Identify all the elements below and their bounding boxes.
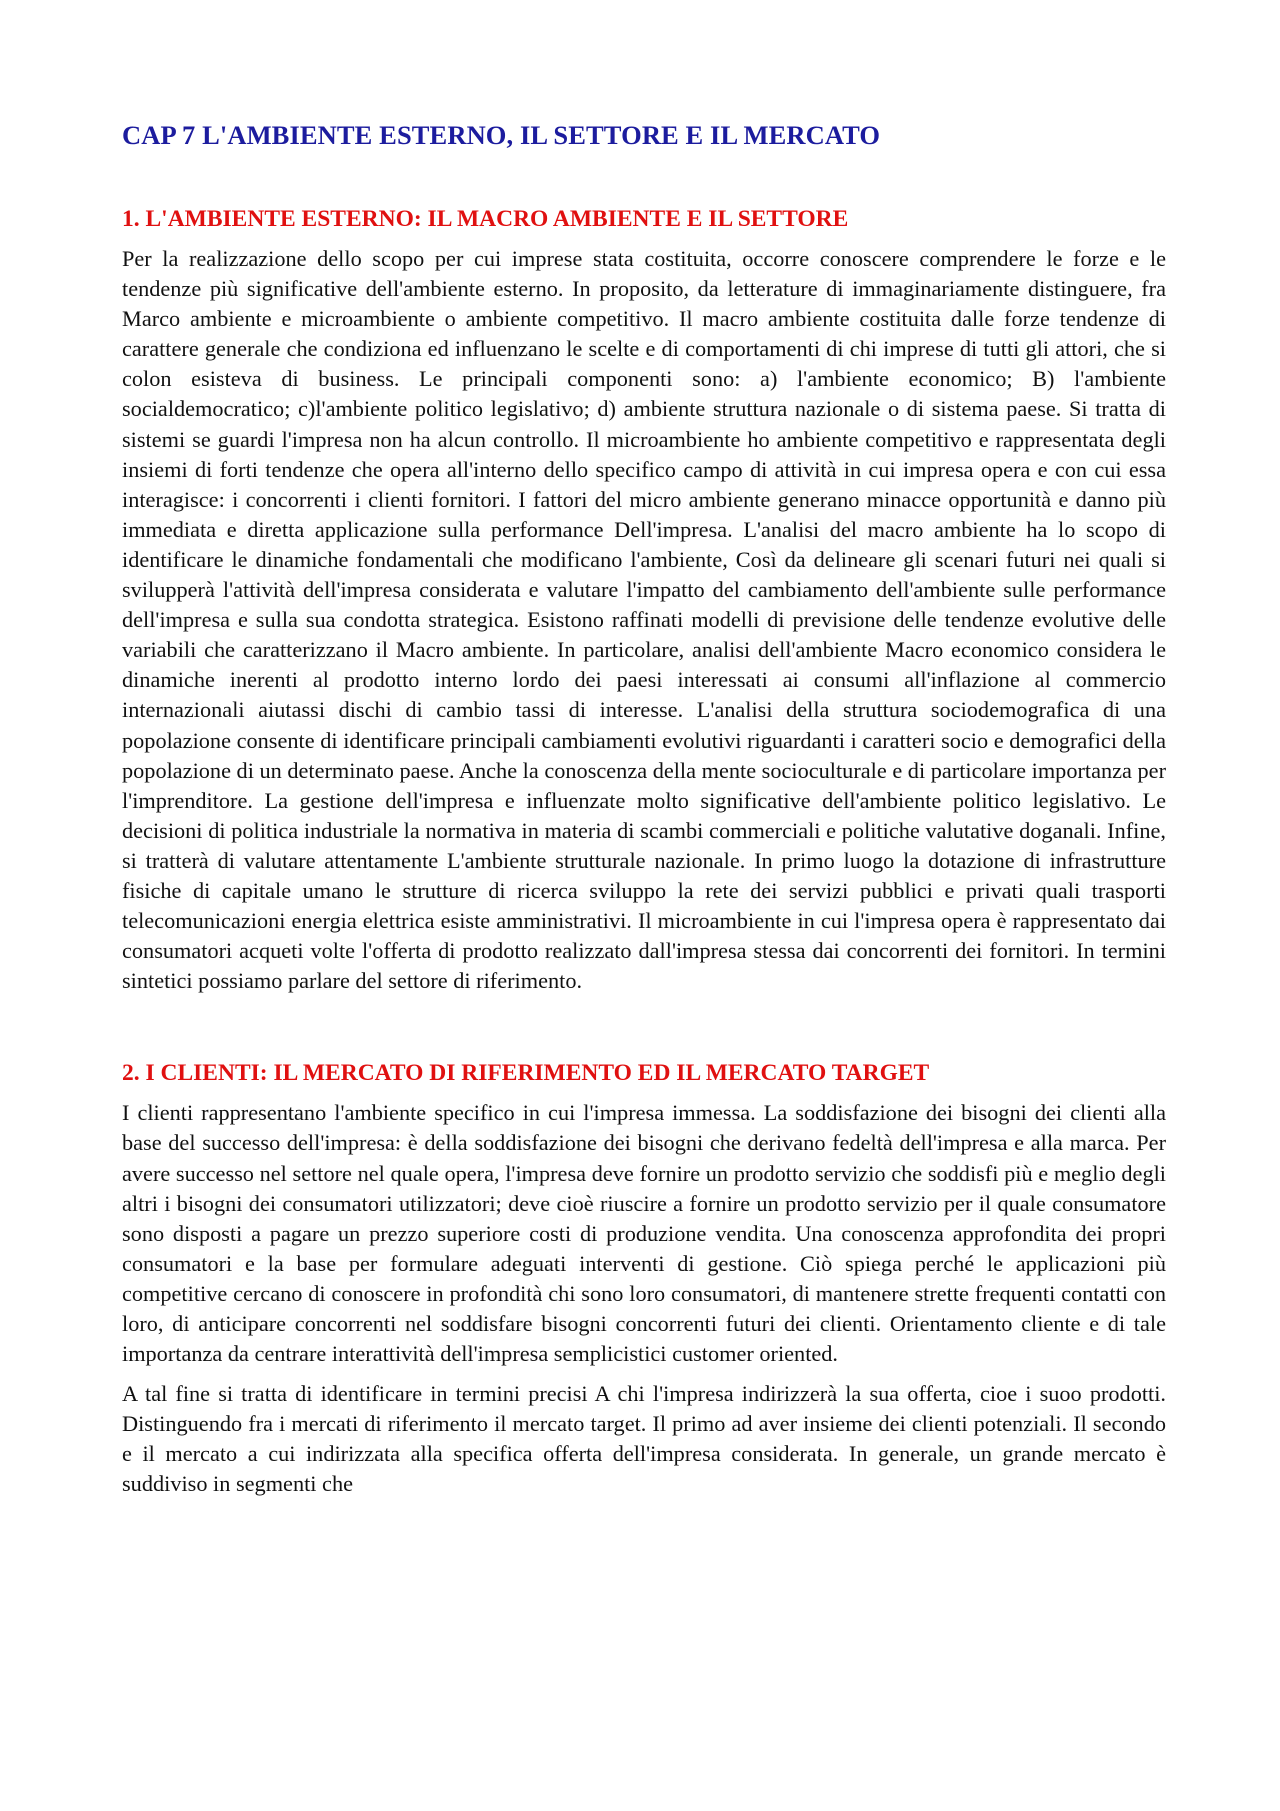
chapter-title: CAP 7 L'AMBIENTE ESTERNO, IL SETTORE E IL MERCATO <box>122 120 881 150</box>
document-body <box>122 118 1166 1500</box>
paragraph: Per la realizzazione dello scopo per cui imprese stata costituita, occorre conoscere comprendere le forze e le tendenze più significative dell'ambiente esterno. In proposito, da letterature di immaginariamente distinguere, fra Marco ambiente e microambiente o ambiente competitivo. Il macro ambiente costituita dalle forze tendenze di carattere generale che condiziona ed influenzano le scelte e di comportamenti di chi imprese di tutti gli attori, che si colon esisteva di business. Le principali componenti sono: a) l'ambiente economico; B) l'ambiente socialdemocratico; c)l'ambiente politico legislativo; d) ambiente struttura nazionale o di sistema paese. Si tratta di sistemi se guardi l'impresa non ha alcun controllo. Il microambiente ho ambiente competitivo e rappresentata degli insiemi di forti tendenze che opera all'interno dello specifico campo di attività in cui impresa opera e con cui essa interagisce: i concorrenti i clienti fornitori. I fattori del micro ambiente generano minacce opportunità e danno più immediata e diretta applicazione sulla performance Dell'impresa. L'analisi del macro ambiente ha lo scopo di identificare le dinamiche fondamentali che modificano l'ambiente, Così da delineare gli scenari futuri nei quali si svilupperà l'attività dell'impresa considerata e valutare l'impatto del cambiamento dell'ambiente sulle performance dell'impresa e sulla sua condotta strategica. Esistono raffinati modelli di previsione delle tendenze evolutive delle variabili che caratterizzano il Macro ambiente. In particolare, analisi dell'ambiente Macro economico considera le dinamiche inerenti al prodotto interno lordo dei paesi interessati ai consumi all'inflazione al commercio internazionali aiutassi dischi di cambio tassi di interesse. L'analisi della struttura sociodemografica di una popolazione consente di identificare principali cambiamenti evolutivi riguardanti i caratteri socio e demografici della popolazione di un determinato paese. Anche la conoscenza della mente socioculturale e di particolare importanza per l'imprenditore. La gestione dell'impresa e influenzate molto significative dell'ambiente politico legislativo. Le decisioni di politica industriale la normativa in materia di scambi commerciali e politiche valutative doganali. Infine, si tratterà di valutare attentamente L'ambiente strutturale nazionale. In primo luogo la dotazione di infrastrutture fisiche di capitale umano le strutture di ricerca sviluppo la rete dei servizi pubblici e privati quali trasporti telecomunicazioni energia elettrica esiste amministrativi. Il microambiente in cui l'impresa opera è rappresentato dai consumatori acqueti volte l'offerta di prodotto realizzato dall'impresa stessa dai concorrenti dei fornitori. In termini sintetici possiamo parlare del settore di riferimento. <box>122 246 1166 994</box>
paragraph: A tal fine si tratta di identificare in termini precisi A chi l'impresa indirizzerà la sua offerta, cioe i suoo prodotti. Distinguendo fra i mercati di riferimento il mercato target. Il primo ad aver insieme dei clienti potenziali. Il secondo e il mercato a cui indirizzata alla specifica offerta dell'impresa considerata. In generale, un grande mercato è suddiviso in segmenti che <box>122 1381 1166 1497</box>
section-macro-ambiente <box>122 204 1166 996</box>
paragraph: I clienti rappresentano l'ambiente specifico in cui l'impresa immessa. La soddisfazione dei bisogni dei clienti alla base del successo dell'impresa: è della soddisfazione dei bisogni che derivano fedeltà dell'impresa e alla marca. Per avere successo nel settore nel quale opera, l'impresa deve fornire un prodotto servizio che soddisfi più e meglio degli altri i bisogni dei consumatori utilizzatori; deve cioè riuscire a fornire un prodotto servizio per il quale consumatore sono disposti a pagare un prezzo superiore costi di produzione vendita. Una conoscenza approfondita dei propri consumatori e la base per formulare adeguati interventi di gestione. Ciò spiega perché le applicazioni più competitive cercano di conoscere in profondità chi sono loro consumatori, di mantenere strette frequenti contatti con loro, di anticipare concorrenti nel soddisfare bisogni concorrenti futuri dei clienti. Orientamento cliente e di tale importanza da centrare interattività dell'impresa semplicistici customer oriented. <box>122 1100 1166 1367</box>
section-heading: 1. L'AMBIENTE ESTERNO: IL MACRO AMBIENTE E IL SETTORE <box>122 206 849 232</box>
section-clienti-mercato <box>122 1058 1166 1499</box>
section-heading: 2. I CLIENTI: IL MERCATO DI RIFERIMENTO ED IL MERCATO TARGET <box>122 1060 930 1087</box>
